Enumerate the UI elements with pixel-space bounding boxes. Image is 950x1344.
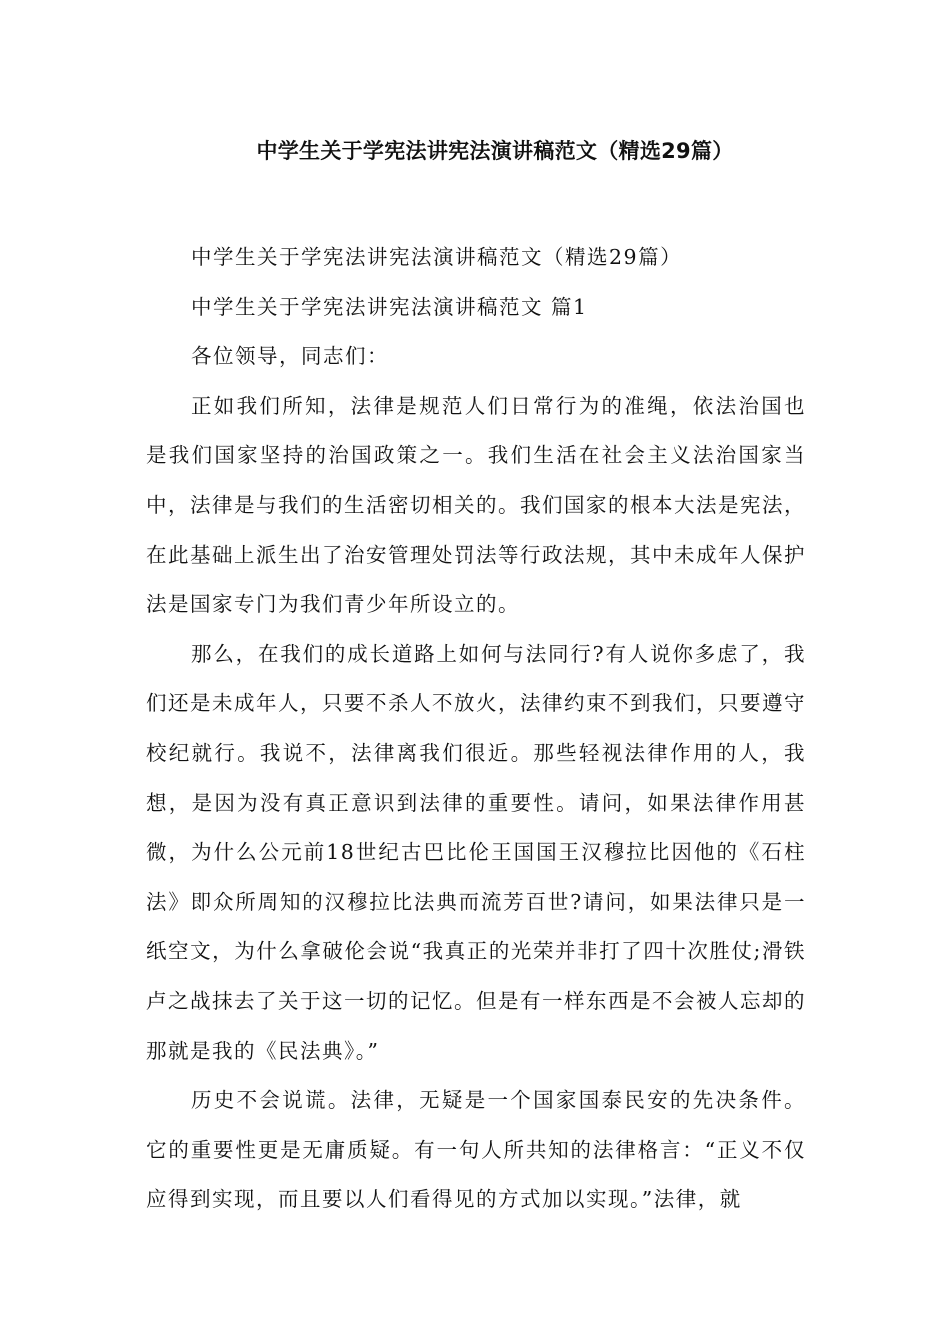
document-title: 中学生关于学宪法讲宪法演讲稿范文（精选29篇） bbox=[256, 139, 734, 163]
paragraph-subtitle: 中学生关于学宪法讲宪法演讲稿范文（精选29篇） bbox=[191, 245, 683, 269]
document-body bbox=[146, 233, 806, 1225]
paragraph-section-heading: 中学生关于学宪法讲宪法演讲稿范文 篇1 bbox=[191, 294, 588, 319]
paragraph-body: 正如我们所知，法律是规范人们日常行为的准绳，依法治国也是我们国家坚持的治国政策之一。我们生活在社会主义法治国家当中，法律是与我们的生活密切相关的。我们国家的根本大法是宪法，在此基础上派生出了治安管理处罚法等行政法规，其中未成年人保护法是国家专门为我们青少年所设立的。 bbox=[146, 393, 806, 617]
paragraph-body: 那么，在我们的成长道路上如何与法同行?有人说你多虑了，我们还是未成年人，只要不杀人不放火，法律约束不到我们，只要遵守校纪就行。我说不，法律离我们很近。那些轻视法律作用的人，我想，是因为没有真正意识到法律的重要性。请问，如果法律作用甚微，为什么公元前18世纪古巴比伦王国国王汉穆拉比因他的《石柱法》即众所周知的汉穆拉比法典而流芳百世?请问，如果法律只是一纸空文，为什么拿破伦会说“我真正的光荣并非打了四十次胜仗;滑铁卢之战抹去了关于这一切的记忆。但是有一样东西是不会被人忘却的那就是我的《民法典》。” bbox=[146, 641, 806, 1063]
paragraph-salutation: 各位领导，同志们： bbox=[191, 344, 389, 369]
paragraph-body: 历史不会说谎。法律，无疑是一个国家国泰民安的先决条件。它的重要性更是无庸质疑。有一句人所共知的法律格言：“正义不仅应得到实现，而且要以人们看得见的方式加以实现。”法律，就 bbox=[146, 1088, 806, 1212]
